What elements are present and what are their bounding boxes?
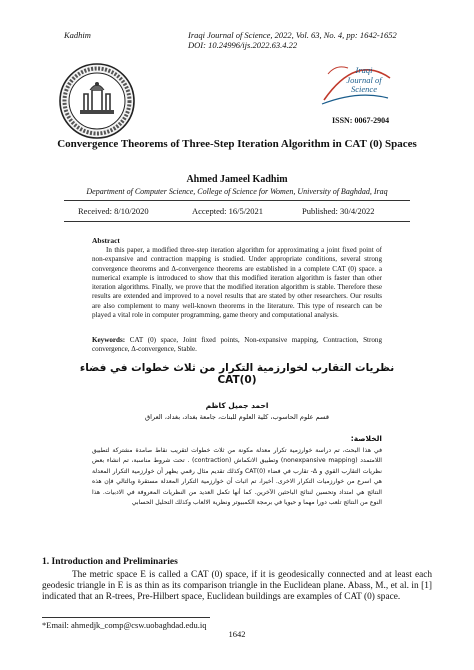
running-header-journal bbox=[188, 30, 438, 50]
paper-title: Convergence Theorems of Three-Step Iteration Algorithm in CAT (0) Spaces bbox=[57, 138, 417, 150]
section-heading: 1. Introduction and Preliminaries bbox=[42, 557, 178, 567]
logo-word: Journal of bbox=[346, 74, 382, 85]
running-header-author: Kadhim bbox=[64, 30, 91, 40]
abstract-text: In this paper, a modified three-step iteration algorithm for approximating a joint fixed point of non-expansive and contraction mapping is studied. Under appropriate conditions, several strong convergence theorems and Δ-convergence theorems are established in a complete CAT (0) space. a numerical example is introduced to show that this modified iteration algorithm is faster than other iteration algorithms. Finally, we prove that the modified iteration algorithm is stable. Therefore these results are extended and improved to a novel results that are stated by other researchers. Our results are also complement to many well-known theorems in the literature. This type of research can be played a vital role in computer programming, game theory and computational analysis. bbox=[92, 246, 382, 320]
arabic-title: نظريات التقارب لخوارزمية التكرار من ثلاث خطوات في فضاء (CAT(0 bbox=[79, 362, 395, 386]
arabic-author: احمد جميل كاظم bbox=[205, 401, 269, 410]
arabic-affiliation: قسم علوم الحاسوب، كلية العلوم للبنات، جامعة بغداد، بغداد، العراق bbox=[144, 413, 329, 421]
published-date: Published: 30/4/2022 bbox=[302, 206, 375, 216]
divider bbox=[64, 200, 410, 201]
received-date: Received: 8/10/2020 bbox=[78, 206, 149, 216]
keywords-label: Keywords: bbox=[92, 336, 126, 344]
abstract-heading: Abstract bbox=[92, 236, 120, 245]
logo-word: Science bbox=[351, 84, 377, 94]
accepted-date: Accepted: 16/5/2021 bbox=[192, 206, 264, 216]
journal-logo-wordmark bbox=[336, 66, 392, 95]
keywords bbox=[92, 336, 382, 355]
issn: ISSN: 0067-2904 bbox=[332, 116, 390, 125]
author-name: Ahmed Jameel Kadhim bbox=[186, 174, 288, 185]
footnote-divider bbox=[42, 617, 210, 618]
section-body: The metric space E is called a CAT (0) space, if it is geodesically connected and at least each geodesic triangle in E is as thin as its comparison triangle in the Euclidean plane. Abass, M., et al. in [1] indicated that an R-trees, Pre-Hilbert space, Euclidean buildings are examples of CAT (0) space. bbox=[42, 570, 432, 603]
arabic-abstract-text: في هذا البحث، تم دراسة خوارزمية تكرار معدلة مكونة من ثلاث خطوات لتقريب نقاط صامدة مشتركة لتطبيق اللامتمدد (nonexpansive mapping) وتطبيق الانكماش (contraction) . تحت شروط مناسبة، تم انشاء بعض نظريات التقارب القوي و Δ- تقارب في فضاء CAT(0) وكذلك تقديم مثال رقمي يظهر أن خوارزمية التكرار المعدلة هي اسرع من خوارزميات التكرار الاخرى. أخيرا، تم اثبات أن خوارزمية التكرار المعدلة مستقرة وبالتالي فإن هذه النتائج هي امتداد وتحسين لنتائج الباحثين الآخرين. كما أنها تكمل العديد من النظريات المعروفة في الادبيات. هذا النوع من النتائج تلعب دورا مهما و حيويا في برمجة الكمبيوتر ونظرية الالعاب وكذلك التحليل الحسابي bbox=[92, 447, 383, 507]
author-affiliation: Department of Computer Science, College of Science for Women, University of Baghdad, Iraq bbox=[86, 187, 388, 196]
page-number: 1642 bbox=[228, 629, 246, 639]
keywords-text: CAT (0) space, Joint fixed points, Non-expansive mapping, Contraction, Strong convergence, Δ-convergence, Stable. bbox=[92, 336, 382, 354]
footnote-email: *Email: ahmedjk_comp@csw.uobaghdad.edu.iq bbox=[42, 620, 207, 630]
doi: DOI: 10.24996/ijs.2022.63.4.22 bbox=[188, 40, 298, 50]
logo-word: Iraqi bbox=[355, 65, 373, 75]
university-of-baghdad-seal-icon bbox=[58, 62, 136, 140]
divider bbox=[64, 221, 410, 222]
journal-citation: Iraqi Journal of Science, 2022, Vol. 63, No. 4, pp: 1642-1652 bbox=[188, 30, 397, 40]
arabic-abstract-heading: الخلاصة: bbox=[350, 434, 382, 443]
